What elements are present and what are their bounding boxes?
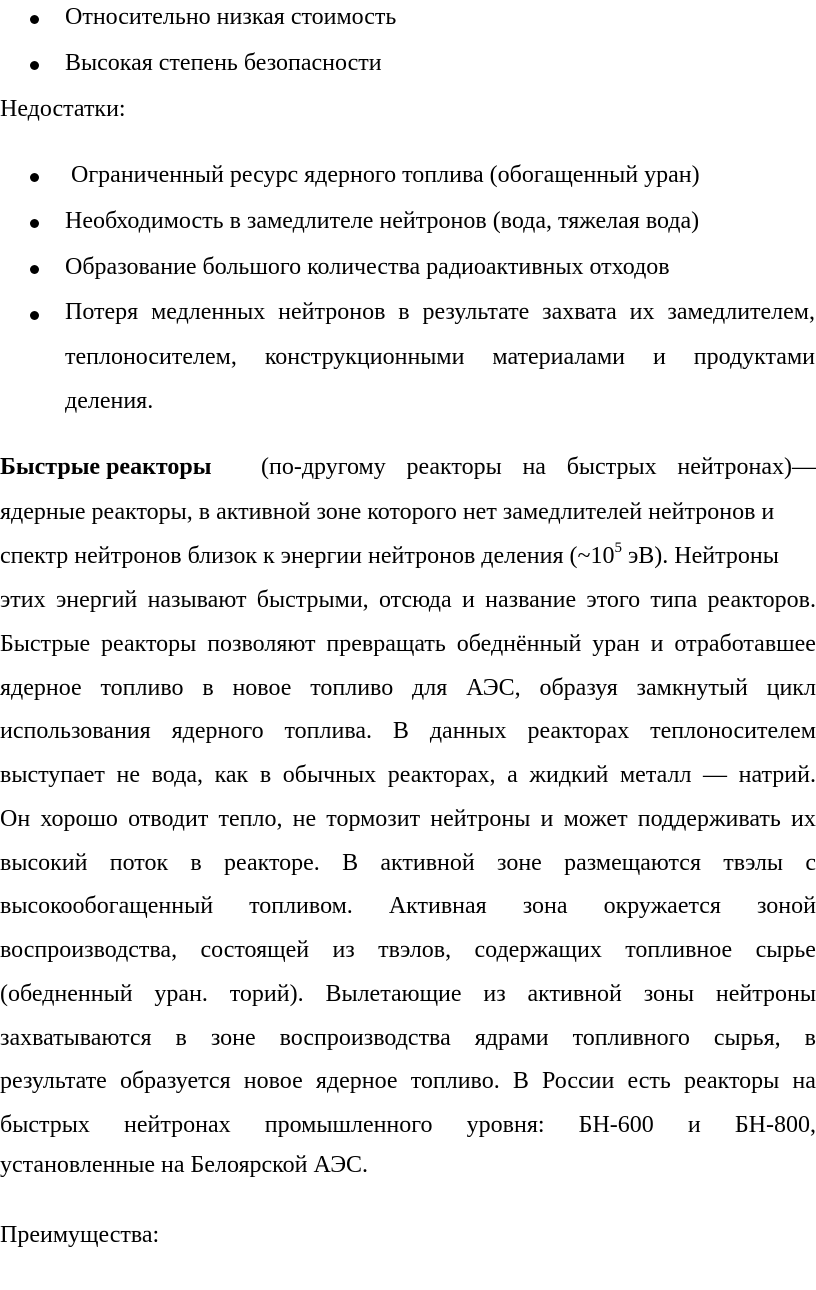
word: активной [527,980,622,1007]
word: захватываются [0,1024,152,1051]
word: в [259,762,272,788]
word: топливо [100,674,184,701]
advantages-heading: Преимущества: [0,1222,160,1248]
word: Он [0,805,31,832]
paragraph-line [0,760,816,790]
word: этого [586,587,641,613]
word: уровня: [466,1112,545,1138]
word: обычных [282,762,377,788]
word: и [540,805,554,832]
word: из [483,980,506,1007]
word: нейтронов [278,299,386,325]
paragraph-line [0,848,816,878]
word: сырье [755,937,816,963]
word: отводит [128,805,209,832]
word: уран [592,630,640,657]
word: реакторы [101,630,197,657]
list-item-text-line: деления. [65,388,154,414]
word: поддерживать [637,805,781,832]
word: результате [0,1068,107,1095]
paragraph-line [0,541,816,571]
word: результате [422,299,530,325]
word: и [652,344,666,370]
word: В [342,849,359,876]
paragraph-line [0,979,816,1009]
word: активной [380,849,475,876]
word: нейтроны [715,980,816,1007]
word: жидкий [529,762,609,788]
word: поток [109,849,169,876]
word: АЭС, [466,674,521,701]
word: реакторах [527,718,630,745]
word: топливное [625,937,733,963]
word: продуктами [693,344,815,370]
paragraph-line-text: эВ). Нейтроны [621,543,779,569]
word: твэлов, [378,937,452,963]
word: их [629,299,655,325]
word: в [398,299,410,325]
word: Быстрые [0,630,91,657]
word: высокообогащенный [0,893,214,920]
word: название [485,587,577,613]
list-item-text: Высокая степень безопасности [65,50,382,76]
word: в [190,849,202,876]
word: нейтроны [430,805,531,832]
bullet-icon [30,15,39,24]
word: есть [627,1068,671,1095]
word: топливо. [410,1068,500,1095]
paragraph-line [0,585,816,615]
paragraph-line [0,935,816,965]
word: содержащих [474,937,602,963]
word: в [175,1024,187,1051]
list-item-text: Ограниченный ресурс ядерного топлива (обогащенный уран) [71,162,700,188]
word: для [412,674,448,701]
paragraph-line: установленные на Белоярской АЭС. [0,1152,369,1178]
paragraph-line [0,804,816,834]
word: России [542,1068,615,1095]
word: зона [522,893,568,920]
word: обеднённый [456,630,582,657]
word: новое [243,1068,303,1095]
word: конструкционными [264,344,465,370]
word: в [804,1024,816,1051]
bullet-icon [30,61,39,70]
list-item-text: Необходимость в замедлителе нейтронов (вода, тяжелая вода) [65,208,700,234]
word: воспроизводства [279,1024,451,1051]
word: тормозит [326,805,421,832]
word: отработавшее [674,630,816,657]
word: В [392,718,409,745]
word: образуется [119,1068,231,1095]
word: топлива. [284,718,373,745]
paragraph-line [0,1023,816,1053]
word: реакторы [684,1068,780,1095]
paragraph-line: ядерные реакторы, в активной зоне которого нет замедлителей нейтронов и [0,499,775,525]
word: реакторов. [707,587,816,613]
bullet-icon [30,173,39,182]
word: на [522,454,546,480]
word: Потеря [65,299,139,325]
word: может [563,805,628,832]
word: топливного [572,1024,690,1051]
word: Вылетающие [325,980,462,1007]
word: их [791,805,816,832]
word: (по-другому [261,454,386,480]
word: превращать [326,630,446,657]
word: этих [0,587,46,613]
word: не [116,762,141,788]
word: промышленного [264,1112,433,1138]
bullet-icon [30,265,39,274]
word: вода, [151,762,203,788]
word: тепло, [218,805,283,832]
word: на [792,1068,816,1095]
exponent: 5 [614,540,622,556]
word: зоны [643,980,695,1007]
word: не [292,805,317,832]
word: ядерное [0,674,82,701]
word: зоне [497,849,542,876]
word: реакторе. [224,849,320,876]
word: позволяют [207,630,316,657]
word: реакторы [406,454,502,480]
word: медленных [151,299,266,325]
paragraph-line [0,891,816,921]
word: торий). [229,980,304,1007]
word: ядрами [474,1024,549,1051]
list-item-text-line [65,342,815,372]
paragraph-line-text: спектр нейтронов близок к энергии нейтронов деления (~10 [0,543,615,569]
word: (обедненный [0,980,133,1007]
list-item-text-line [65,297,815,327]
word: использования [0,718,151,745]
paragraph-line [0,673,816,703]
word: ядерного [171,718,264,745]
word: данных [429,718,507,745]
word: — [703,762,728,788]
paragraph-line [0,716,816,746]
word: быстрыми, [256,587,369,613]
word: новое [232,674,292,701]
word: теплоносителем [650,718,816,745]
paragraph-line [0,1110,816,1140]
list-item-text: Образование большого количества радиоактивных отходов [65,254,670,280]
word: зоной [756,893,816,920]
word: твэлы [723,849,784,876]
bullet-icon [30,219,39,228]
word: и [461,587,475,613]
disadvantages-heading: Недостатки: [0,96,126,122]
word: энергий [55,587,138,613]
word: а [507,762,518,788]
bullet-icon [30,311,39,320]
word: уран. [154,980,208,1007]
word: называют [147,587,247,613]
word: сырья, [713,1024,781,1051]
word: металл [619,762,692,788]
word: натрий. [738,762,816,788]
word: быстрых [566,454,657,480]
word: с [805,849,816,876]
word: в [202,674,214,701]
word: БН-800, [734,1112,816,1138]
paragraph-line [0,629,816,659]
word: замедлителем, [667,299,815,325]
word: ядерное [315,1068,398,1095]
word: хорошо [40,805,118,832]
word: нейтронах)— [677,454,816,480]
word: БН-600 [578,1112,654,1138]
word: топливо [310,674,394,701]
word: В [512,1068,529,1095]
paragraph-line-rest [261,452,816,482]
list-item-text: Относительно низкая стоимость [65,4,397,30]
word: воспроизводства, [0,937,178,963]
word: замкнутый [636,674,748,701]
word: цикл [766,674,816,701]
word: топливом. [249,893,353,920]
paragraph-line [0,452,816,482]
word: выступает [0,762,105,788]
word: реакторах, [387,762,496,788]
word: из [332,937,355,963]
word: отсюда [378,587,452,613]
paragraph-line [0,1066,816,1096]
word: состоящей [200,937,310,963]
word: и [687,1112,701,1138]
word: окружается [603,893,721,920]
word: нейтронах [124,1112,231,1138]
word: как [214,762,249,788]
word: теплоносителем, [65,344,237,370]
word: материалами [492,344,625,370]
word: Активная [388,893,487,920]
term-fast-reactors: Быстрые реакторы [0,454,212,480]
word: быстрых [0,1112,90,1138]
word: захвата [542,299,617,325]
word: зоне [210,1024,256,1051]
word: высокий [0,849,88,876]
word: размещаются [564,849,701,876]
word: образуя [539,674,618,701]
word: типа [650,587,698,613]
word: и [650,630,664,657]
